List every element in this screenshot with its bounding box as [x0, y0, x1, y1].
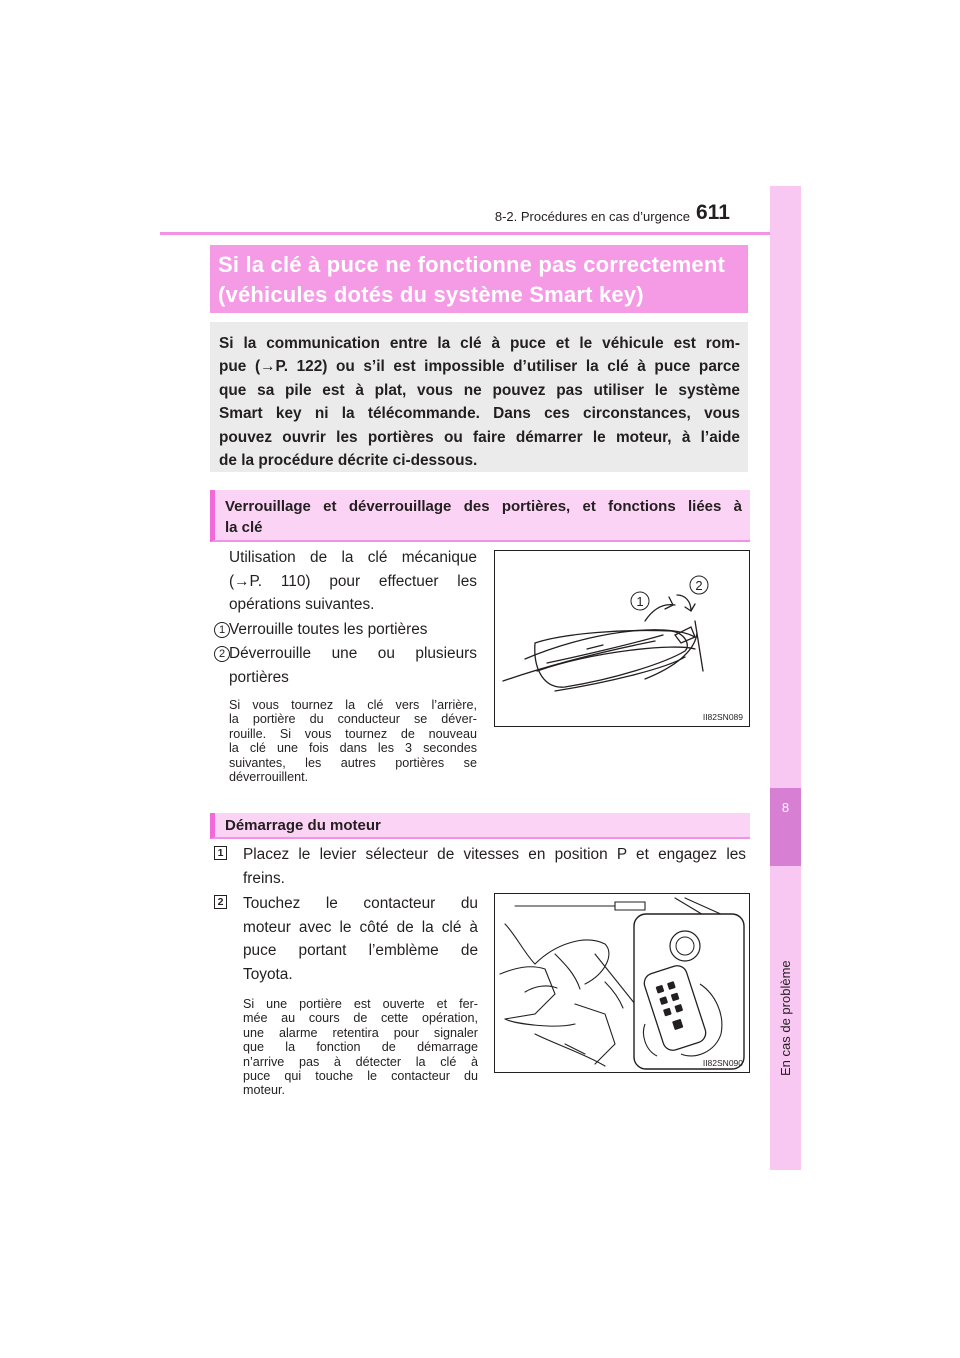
section-title: 8-2. Procédures en cas d’urgence: [494, 209, 690, 224]
lock-note-line: Si vous tournez la clé vers l’arrière,: [229, 698, 477, 712]
intro-line: pouvez ouvrir les portières ou faire démarrer le moteur, à l’aide: [219, 428, 740, 446]
start-note-line: Si une portière est ouverte et fer-: [243, 997, 478, 1011]
page-number: 611: [696, 201, 730, 224]
start-note-line: une alarme retentira pour signaler: [243, 1025, 478, 1040]
figure-callout-1: 1: [636, 594, 644, 609]
start-step-1-line: freins.: [243, 869, 285, 887]
lock-intro-line: (→P. 110) pour effectuer les: [229, 572, 477, 590]
start-note-line: moteur.: [243, 1083, 285, 1098]
subheading-lock: [210, 490, 750, 542]
lock-note-line: la clé une fois dans les 3 secondes: [229, 741, 477, 756]
start-step-1: [243, 843, 746, 890]
lock-note-line: la portière du conducteur se déver-: [229, 712, 477, 727]
intro-box: [210, 322, 748, 472]
lock-item-2-line: portières: [229, 668, 289, 686]
subheading-lock-line-2: la clé: [225, 519, 263, 536]
figure-code: II82SN089: [702, 712, 743, 722]
item-number-badge: 2: [214, 646, 230, 662]
lock-note-line: rouille. Si vous tournez de nouveau: [229, 726, 477, 741]
start-note-line: que la fonction de démarrage: [243, 1040, 478, 1055]
lock-intro-line: Utilisation de la clé mécanique: [229, 549, 477, 566]
engine-switch-key-illustration: [495, 894, 748, 1071]
step-number-badge: 2: [214, 895, 227, 909]
start-step-2-line: Touchez le contacteur du: [243, 895, 478, 912]
side-tab-background: [770, 186, 801, 788]
main-title-line-2: (véhicules dotés du système Smart key): [218, 282, 644, 307]
lock-note-line: suivantes, les autres portières se: [229, 755, 477, 770]
intro-line: pue (→P. 122) ou s’il est impossible d’utiliser la clé à puce parce: [219, 358, 740, 376]
lock-intro-line: opérations suivantes.: [229, 596, 375, 613]
subheading-lock-line-1: Verrouillage et déverrouillage des portières, et fonctions liées à: [225, 498, 742, 515]
figure-callout-2: 2: [695, 578, 703, 593]
start-step-2: [243, 892, 478, 986]
intro-line: de la procédure décrite ci-dessous.: [219, 452, 478, 470]
intro-paragraph: [219, 332, 740, 472]
subheading-start: Démarrage du moteur: [210, 813, 750, 839]
start-step-1-line: Placez le levier sélecteur de vitesses en position P et engagez les: [243, 846, 746, 863]
engine-switch-figure: [494, 893, 750, 1073]
lock-item-2-line: Déverrouille une ou plusieurs: [229, 645, 477, 662]
chapter-number: 8: [781, 800, 790, 815]
main-title: [210, 245, 748, 313]
door-handle-key-illustration: [495, 551, 748, 725]
lock-note-line: déverrouillent.: [229, 770, 309, 785]
header-rule: [160, 232, 770, 235]
main-title-line-1: Si la clé à puce ne fonctionne pas correctement: [218, 252, 725, 277]
start-step-2-line: moteur avec le côté de la clé à: [243, 918, 478, 936]
item-number-badge: 1: [214, 622, 230, 638]
figure-code: II82SN090: [702, 1058, 743, 1068]
intro-line: Si la communication entre la clé à puce et le véhicule est rom-: [219, 335, 740, 352]
lock-item-1: Verrouille toutes les portières: [229, 621, 428, 638]
start-step-2-line: puce portant l’emblème de: [243, 942, 478, 959]
start-step-2-line: Toyota.: [243, 965, 293, 983]
start-note: [243, 997, 478, 1098]
lock-item-2: [229, 642, 477, 689]
lock-intro: [229, 546, 477, 617]
door-handle-figure: [494, 550, 750, 727]
start-note-line: n’arrive pas à détecter la clé à: [243, 1054, 478, 1069]
step-number-badge: 1: [214, 846, 227, 860]
start-note-line: puce qui touche le contacteur du: [243, 1069, 478, 1084]
intro-line: que sa pile est à plat, vous ne pouvez pas utiliser le système: [219, 381, 740, 399]
intro-line: Smart key ni la télécommande. Dans ces circonstances, vous: [219, 405, 740, 423]
lock-note: [229, 698, 477, 784]
chapter-label: En cas de problème: [778, 960, 793, 1076]
start-note-line: mée au cours de cette opération,: [243, 1011, 478, 1026]
